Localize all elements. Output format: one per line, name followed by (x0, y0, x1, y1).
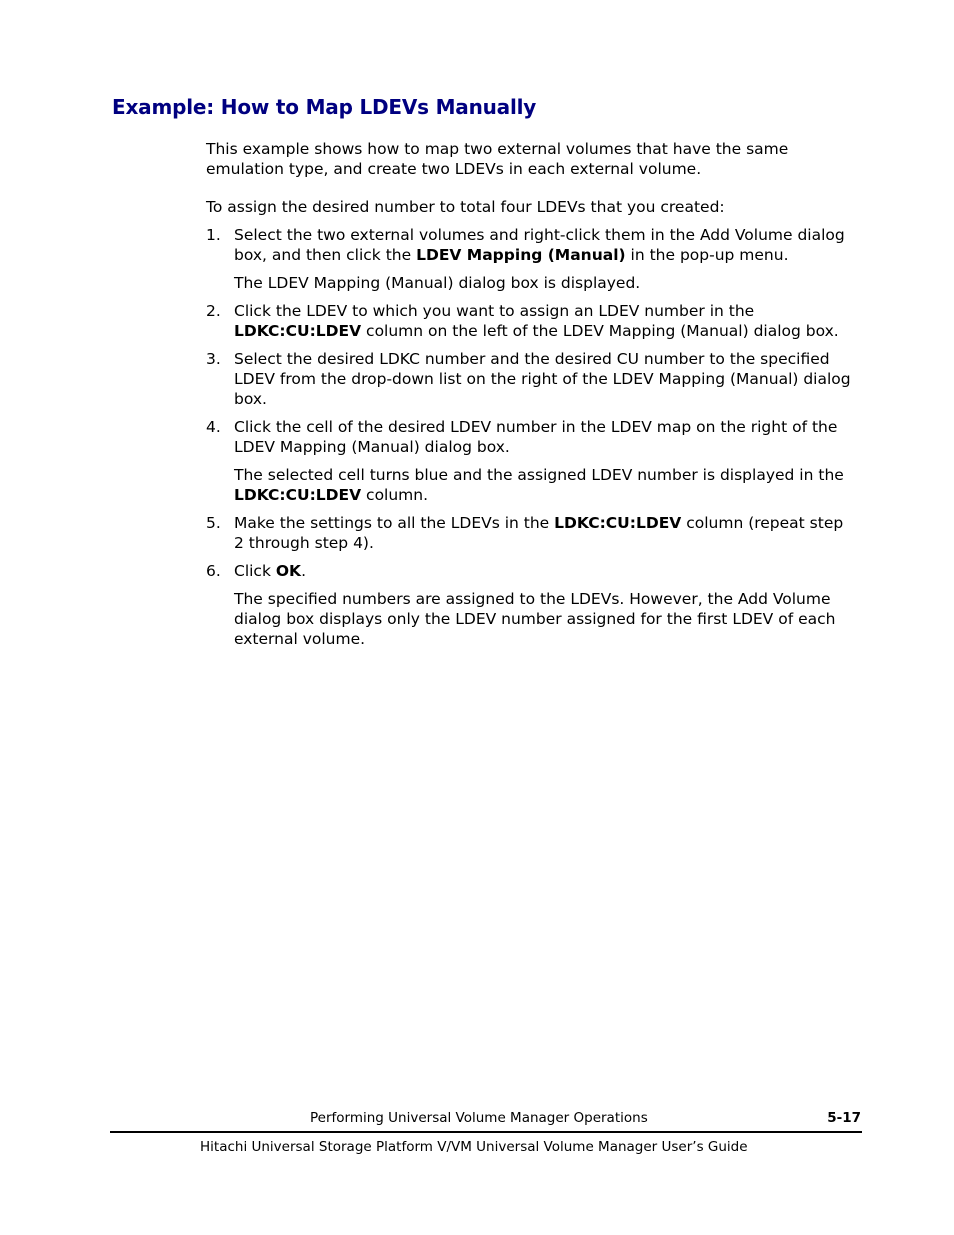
step-result-note: The LDEV Mapping (Manual) dialog box is displayed. (234, 274, 641, 292)
step-result-note: The specified numbers are assigned to the LDEVs. However, the Add Volume dialog box displays only the LDEV number assigned for the first LDEV of each external volume. (234, 590, 836, 648)
step-text: Select the two external volumes and right-click them in the Add Volume dialog box, and then click the (234, 226, 845, 264)
step-3 (206, 349, 854, 409)
step-text: Select the desired LDKC number and the desired CU number to the specified LDEV from the drop-down list on the right of the LDEV Mapping (Manual) dialog box. (234, 350, 851, 408)
footer-divider (110, 1131, 862, 1133)
step-text: Click the cell of the desired LDEV number in the LDEV map on the right of the LDEV Mapping (Manual) dialog box. (234, 418, 838, 456)
step-result-note (234, 465, 854, 505)
step-1 (206, 225, 854, 293)
step-number: 2. (206, 302, 221, 320)
footer-guide-title: Hitachi Universal Storage Platform V/VM Universal Volume Manager User’s Guide (200, 1139, 748, 1155)
step-number: 4. (206, 418, 221, 436)
step-number: 6. (206, 562, 221, 580)
steps-lead-in: To assign the desired number to total four LDEVs that you created: (206, 198, 725, 216)
note-text: column. (361, 486, 429, 504)
section-heading: Example: How to Map LDEVs Manually (112, 95, 537, 119)
footer-section-title: Performing Universal Volume Manager Operations (310, 1110, 648, 1126)
intro-paragraph: This example shows how to map two external volumes that have the same emulation type, and create two LDEVs in each external volume. (206, 140, 789, 178)
note-bold-term: LDKC:CU:LDEV (234, 486, 362, 504)
step-number: 3. (206, 350, 221, 368)
step-6 (206, 561, 854, 649)
step-number: 5. (206, 514, 221, 532)
step-text: . (301, 562, 306, 580)
step-bold-term: OK (275, 562, 302, 580)
note-text: The selected cell turns blue and the assigned LDEV number is displayed in the (234, 466, 844, 484)
step-bold-term: LDKC:CU:LDEV (554, 514, 682, 532)
step-bold-term: LDEV Mapping (Manual) (416, 246, 626, 264)
step-text: Make the settings to all the LDEVs in the (234, 514, 555, 532)
step-text: in the pop-up menu. (625, 246, 789, 264)
step-text: column (repeat step 2 through step 4). (234, 514, 844, 552)
procedure-steps (206, 225, 854, 657)
step-4 (206, 417, 854, 505)
step-number: 1. (206, 226, 221, 244)
step-text: column on the left of the LDEV Mapping (Manual) dialog box. (361, 322, 839, 340)
step-text: Click (234, 562, 276, 580)
step-bold-term: LDKC:CU:LDEV (234, 322, 362, 340)
step-2 (206, 301, 854, 341)
step-5 (206, 513, 854, 553)
step-text: Click the LDEV to which you want to assign an LDEV number in the (234, 302, 755, 320)
footer-page-number: 5-17 (827, 1110, 861, 1126)
